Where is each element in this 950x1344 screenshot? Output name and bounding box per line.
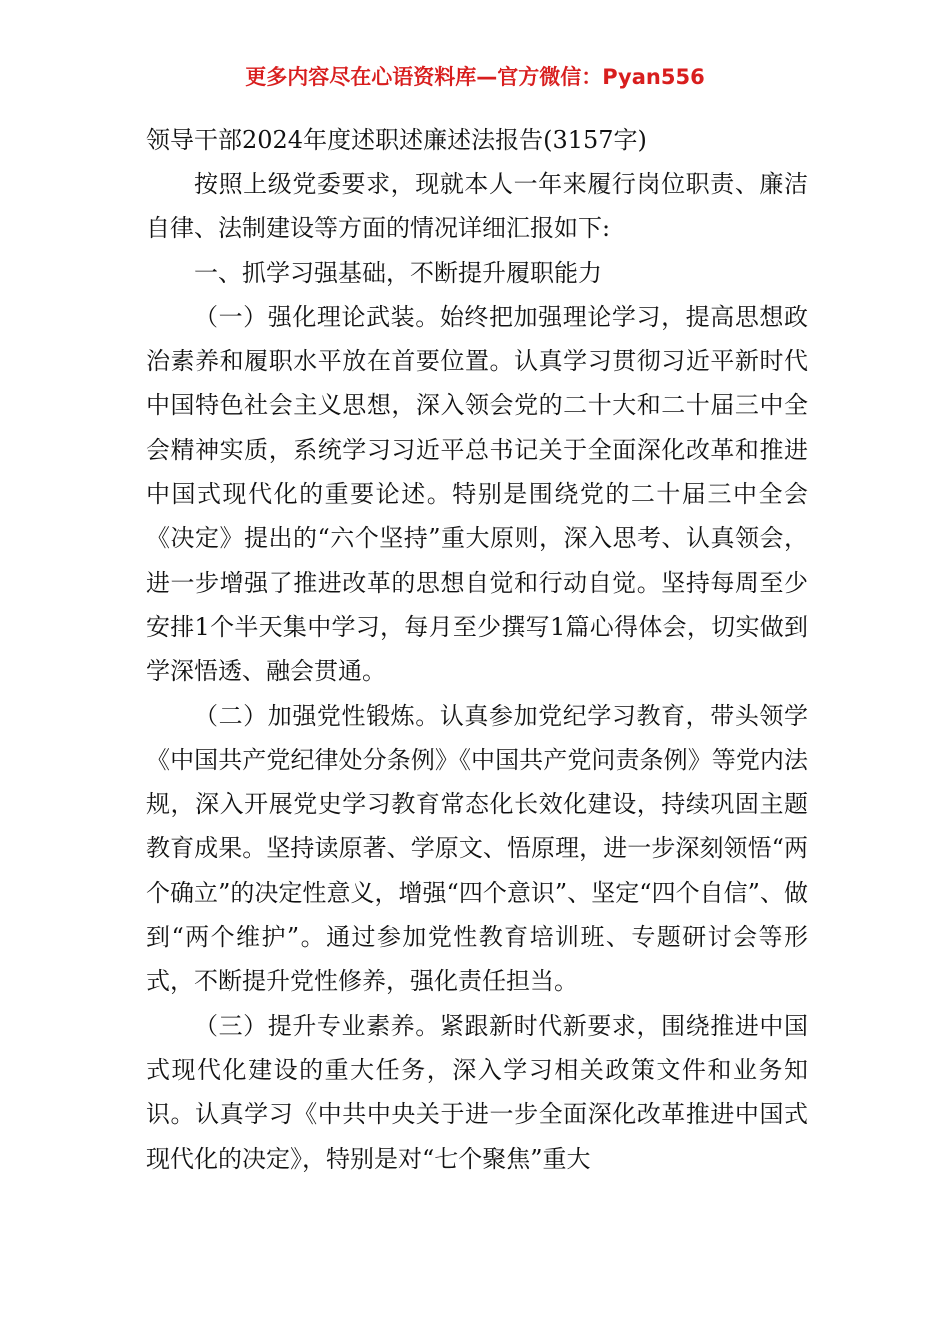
document-body (146, 118, 808, 1181)
paragraph-party-spirit: （二）加强党性锻炼。认真参加党纪学习教育，带头领学《中国共产党纪律处分条例》《中国共产党问责条例》等党内法规，深入开展党史学习教育常态化长效化建设，持续巩固主题教育成果。坚持读原著、学原文、悟原理，进一步深刻领悟“两个确立”的决定性意义，增强“四个意识”、坚定“四个自信”、做到“两个维护”。通过参加党性教育培训班、专题研讨会等形式，不断提升党性修养，强化责任担当。 (146, 701, 808, 996)
intro-paragraph: 按照上级党委要求，现就本人一年来履行岗位职责、廉洁自律、法制建设等方面的情况详细汇报如下: (146, 170, 808, 243)
section-heading-1: 一、抓学习强基础，不断提升履职能力 (194, 258, 602, 287)
paragraph-professional: （三）提升专业素养。紧跟新时代新要求，围绕推进中国式现代化建设的重大任务，深入学习相关政策文件和业务知识。认真学习《中共中央关于进一步全面深化改革推进中国式现代化的决定》，特别是对“七个聚焦”重大 (146, 1011, 808, 1173)
paragraph-theory: （一）强化理论武装。始终把加强理论学习，提高思想政治素养和履职水平放在首要位置。认真学习贯彻习近平新时代中国特色社会主义思想，深入领会党的二十大和二十届三中全会精神实质，系统学习习近平总书记关于全面深化改革和推进中国式现代化的重要论述。特别是围绕党的二十届三中全会《决定》提出的“六个坚持”重大原则，深入思考、认真领会，进一步增强了推进改革的思想自觉和行动自觉。坚持每周至少安排1个半天集中学习，每月至少撰写1篇心得体会，切实做到学深悟透、融会贯通。 (146, 302, 808, 686)
watermark-banner: 更多内容尽在心语资料库—官方微信：Pyan556 (245, 65, 705, 89)
document-title: 领导干部2024年度述职述廉述法报告(3157字) (146, 126, 647, 154)
